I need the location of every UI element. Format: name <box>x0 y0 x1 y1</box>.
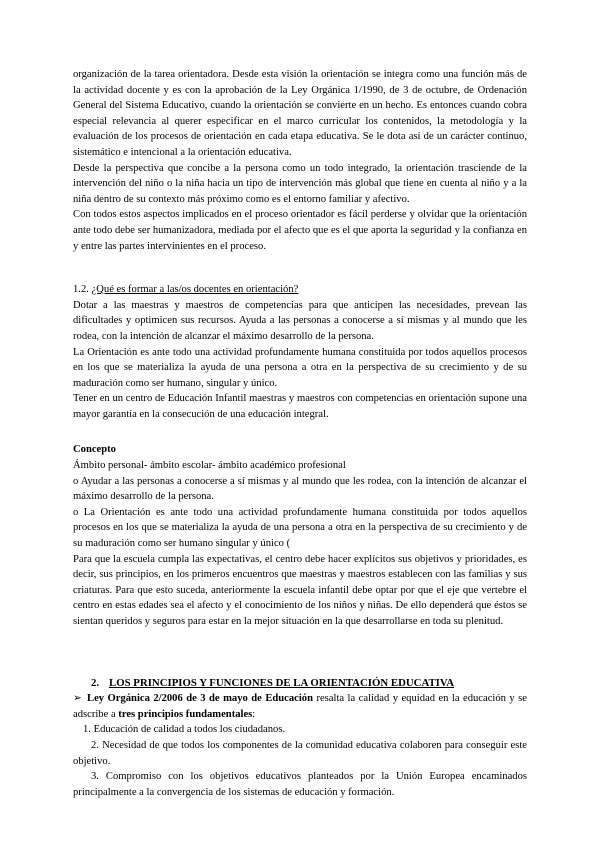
principle-item-text: 3. Compromiso con los objetivos educativos planteados por la Unión Europea encaminados principalmente a la convergencia de los sistemas de educación y formación. <box>73 771 527 798</box>
principle-item-text: 2. Necesidad de que todos los componentes de la comunidad educativa colaboren para conseguir este objetivo. <box>73 739 527 767</box>
principle-item-3 <box>73 769 527 800</box>
concepto-heading: Concepto <box>73 444 116 456</box>
arrow-bullet-icon: ➢ <box>73 693 82 705</box>
concepto-paragraph-2: o Ayudar a las personas a conocerse a sí mismas y al mundo que les rodea, con la intención de alcanzar el máximo desarrollo de la persona. <box>73 475 527 503</box>
spacer <box>73 630 527 676</box>
section-2-heading <box>73 676 527 692</box>
page-content <box>73 67 527 800</box>
law-paragraph <box>73 691 527 722</box>
spacer <box>73 422 527 442</box>
section-1-2-paragraph-3: Tener en un centro de Educación Infantil maestras y maestros con competencias en orientación supone una mayor garantía en la consecución de una educación integral. <box>73 393 527 420</box>
concepto-paragraph-3: o La Orientación es ante todo una actividad profundamente humana constituida por todos aquellos procesos en los que se materializa la ayuda de una persona a otra en la perspectiva de su crecimiento y de su maduración como ser humano singular y único ( <box>73 506 527 550</box>
section-title: ¿Qué es formar a las/os docentes en orientación? <box>91 284 299 296</box>
intro-paragraph-3: Con todos estos aspectos implicados en el proceso orientador es fácil perderse y olvidar que la orientación ante todo debe ser humanizadora, mediada por el afecto que es el que aporta la seguridad y la confianza en y entre las partes intervinientes en el proceso. <box>73 209 527 252</box>
principles-label: tres principios fundamentales <box>118 708 253 720</box>
concepto-paragraph-4: Para que la escuela cumpla las expectativas, el centro debe hacer explícitos sus objetivos y prioridades, es decir, sus principios, en los primeros encuentros que maestras y maestros establecen con las familias y sus criaturas. Para que esto suceda, anteriormente la escuela infantil debe optar por que el eje que vertebre el centro en estas edades sea el afecto y el conocimiento de los niños y niñas. De ello dependerá que éstos se sientan queridos y seguros para estar en la mejor situación en la que desarrollarse en toda su plenitud. <box>73 553 527 627</box>
intro-paragraph-1: organización de la tarea orientadora. Desde esta visión la orientación se integra como una función más de la actividad docente y es con la aprobación de la Ley Orgánica 1/1990, de 3 de octubre, de Ordenación General del Sistema Educativo, cuando la orientación se convierte en un hecho. Es entonces cuando cobra especial relevancia al querer especificar en el marco curricular los contenidos, la metodología y la evaluación de los procesos de orientación en cada etapa educativa. Se le dota así de un carácter continuo, sistemático e intencional a la orientación educativa. <box>73 69 527 158</box>
principle-item-1: 1. Educación de calidad a todos los ciudadanos. <box>83 724 286 736</box>
section-title: LOS PRINCIPIOS Y FUNCIONES DE LA ORIENTACIÓN EDUCATIVA <box>109 676 455 689</box>
spacer <box>73 254 527 282</box>
concepto-paragraph-1: Ámbito personal- ámbito escolar- ámbito académico profesional <box>73 460 346 472</box>
section-1-2-paragraph-1: Dotar a las maestras y maestros de competencias para que anticipen las necesidades, prevean las dificultades y optimicen sus recursos. Ayuda a las personas a conocerse a sí mismas y al mundo que les rodea, con la intención de alcanzar el máximo desarrollo de la persona. <box>73 299 527 342</box>
principle-item-2 <box>73 738 527 769</box>
law-name: Ley Orgánica 2/2006 de 3 de mayo de Educación <box>87 693 313 705</box>
section-number: 1.2. <box>73 284 92 296</box>
section-1-2-paragraph-2: La Orientación es ante todo una actividad profundamente humana constituida por todos aquellos procesos en los que se materializa la ayuda de una persona a otra en la perspectiva de su crecimiento y de su maduración como ser humano, singular y único. <box>73 346 527 389</box>
principles-colon: : <box>252 708 256 720</box>
section-number: 2. <box>91 676 100 689</box>
section-1-2-heading <box>73 282 527 298</box>
intro-paragraph-2: Desde la perspectiva que concibe a la persona como un todo integrado, la orientación trasciende de la intervención del niño o la niña hacia un tipo de intervención más global que tiene en cuenta al niño y a la niña dentro de su contexto más próximo como es el entorno familiar y afectivo. <box>73 162 527 205</box>
law-description: resalta la calidad y equidad en la educación y se adscribe a <box>73 693 527 720</box>
